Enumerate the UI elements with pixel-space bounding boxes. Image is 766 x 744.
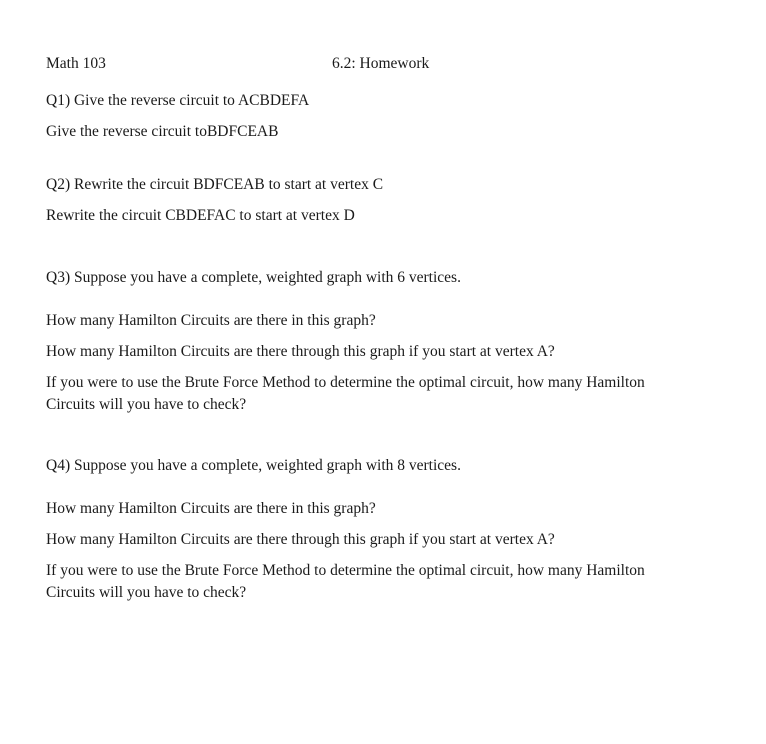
q3-prompt: Q3) Suppose you have a complete, weighted graph with 6 vertices. [46,269,461,286]
q4-part-a: How many Hamilton Circuits are there in this graph? [46,500,376,517]
q3-part-b: How many Hamilton Circuits are there through this graph if you start at vertex A? [46,343,555,360]
q4-prompt: Q4) Suppose you have a complete, weighted graph with 8 vertices. [46,457,461,474]
q3-part-c: If you were to use the Brute Force Method to determine the optimal circuit, how many Hamilton Circuits will you have to check? [46,374,645,413]
q4-part-c: If you were to use the Brute Force Method to determine the optimal circuit, how many Hamilton Circuits will you have to check? [46,562,645,601]
q2-followup: Rewrite the circuit CBDEFAC to start at vertex D [46,207,355,224]
q3-part-a: How many Hamilton Circuits are there in this graph? [46,312,376,329]
q1-question: Q1) Give the reverse circuit to ACBDEFA [46,92,310,109]
q1-followup: Give the reverse circuit toBDFCEAB [46,123,279,140]
q4-part-b: How many Hamilton Circuits are there through this graph if you start at vertex A? [46,531,555,548]
q2-question: Q2) Rewrite the circuit BDFCEAB to start at vertex C [46,176,384,193]
assignment-title: 6.2: Homework [332,55,430,72]
course-name: Math 103 [46,55,106,72]
